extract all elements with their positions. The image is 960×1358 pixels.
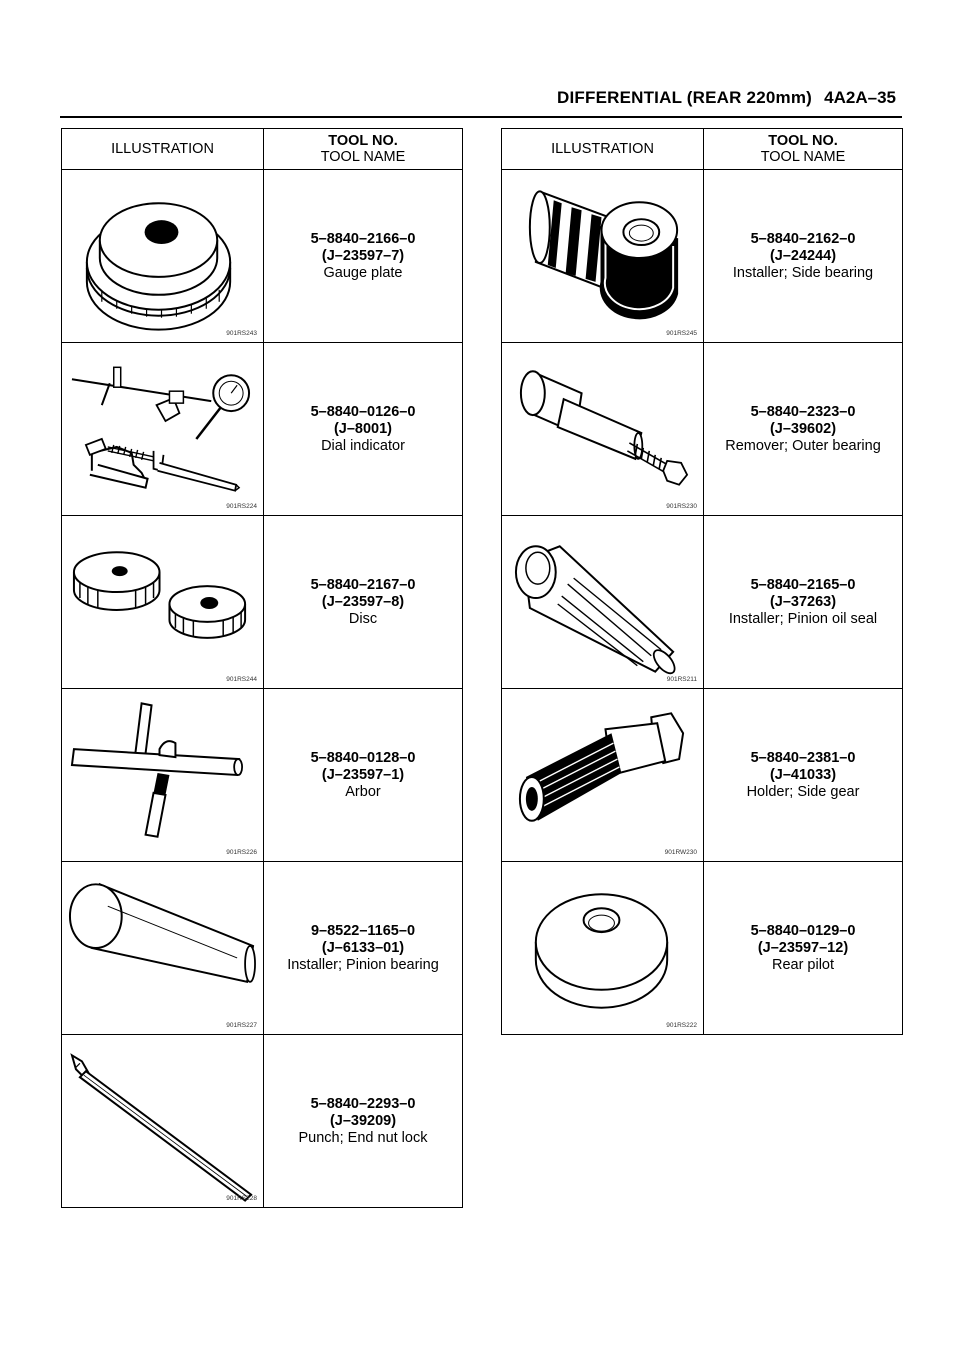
punch-icon xyxy=(62,1035,264,1208)
tool-name: Installer; Pinion oil seal xyxy=(728,610,878,627)
tool-number: 5–8840–0128–0 xyxy=(310,749,416,766)
tool-info xyxy=(704,689,903,862)
tool-name: Installer; Pinion bearing xyxy=(287,956,439,973)
disc-icon xyxy=(62,516,264,689)
tool-table-left xyxy=(61,128,463,1208)
figure-code: 901RS243 xyxy=(226,330,257,337)
tool-info xyxy=(704,516,903,689)
header-rule xyxy=(60,116,902,118)
pinion-bearing-installer-icon xyxy=(62,862,264,1035)
tool-name: Arbor xyxy=(345,783,381,800)
side-bearing-installer-icon xyxy=(502,170,704,343)
page-number: 4A2A–35 xyxy=(824,88,896,107)
tool-number: 5–8840–2293–0 xyxy=(310,1095,416,1112)
table-row xyxy=(502,170,903,343)
table-row xyxy=(502,516,903,689)
outer-bearing-remover-icon xyxy=(502,343,704,516)
figure-code: 901RS226 xyxy=(226,849,257,856)
section-title: DIFFERENTIAL (REAR 220mm) xyxy=(557,88,812,107)
figure-code: 901RS227 xyxy=(226,1022,257,1029)
tool-info xyxy=(704,343,903,516)
figure-code: 901RS230 xyxy=(666,503,697,510)
tool-number: 5–8840–2166–0 xyxy=(310,230,416,247)
j-number: (J–23597–1) xyxy=(321,766,405,783)
j-number: (J–23597–12) xyxy=(757,939,849,956)
tool-name: Punch; End nut lock xyxy=(298,1129,428,1146)
tool-name: Rear pilot xyxy=(771,956,835,973)
j-number: (J–41033) xyxy=(769,766,837,783)
oil-seal-installer-icon xyxy=(502,516,704,689)
tool-number: 5–8840–2167–0 xyxy=(310,576,416,593)
tool-table-right xyxy=(501,128,903,1035)
tool-number: 5–8840–0129–0 xyxy=(750,922,856,939)
tool-info xyxy=(264,862,463,1035)
table-row xyxy=(62,689,463,862)
tool-name: Remover; Outer bearing xyxy=(725,437,881,454)
j-number: (J–24244) xyxy=(769,247,837,264)
tool-info xyxy=(264,343,463,516)
tool-info xyxy=(264,170,463,343)
j-number: (J–23597–8) xyxy=(321,593,405,610)
figure-code: 901RS211 xyxy=(666,676,697,683)
tool-name: Holder; Side gear xyxy=(746,783,860,800)
table-row xyxy=(62,1035,463,1208)
table-row xyxy=(62,170,463,343)
j-number: (J–6133–01) xyxy=(321,939,405,956)
figure-code: 901RS224 xyxy=(226,503,257,510)
tool-header: TOOL NO. TOOL NAME xyxy=(264,129,463,170)
tool-number: 9–8522–1165–0 xyxy=(310,922,416,939)
dial-indicator-icon xyxy=(62,343,264,516)
table-row xyxy=(62,343,463,516)
tool-number: 5–8840–2323–0 xyxy=(750,403,856,420)
tool-name: Dial indicator xyxy=(321,437,405,454)
j-number: (J–23597–7) xyxy=(321,247,405,264)
arbor-icon xyxy=(62,689,264,862)
page-header xyxy=(60,86,902,114)
table-row xyxy=(502,343,903,516)
table-row xyxy=(502,862,903,1035)
tool-info xyxy=(704,170,903,343)
table-header-row xyxy=(62,129,463,170)
j-number: (J–39209) xyxy=(329,1112,397,1129)
tool-name: Installer; Side bearing xyxy=(732,264,874,281)
tool-number: 5–8840–0126–0 xyxy=(310,403,416,420)
tool-number: 5–8840–2381–0 xyxy=(750,749,856,766)
tool-number: 5–8840–2165–0 xyxy=(750,576,856,593)
j-number: (J–8001) xyxy=(333,420,393,437)
illustration-header: ILLUSTRATION xyxy=(502,129,704,170)
illustration-header: ILLUSTRATION xyxy=(62,129,264,170)
figure-code: 901RW230 xyxy=(664,849,697,856)
j-number: (J–37263) xyxy=(769,593,837,610)
figure-code: 901RS244 xyxy=(226,676,257,683)
tool-name: Disc xyxy=(348,610,378,627)
tool-header: TOOL NO. TOOL NAME xyxy=(704,129,903,170)
gauge-plate-icon xyxy=(62,170,264,343)
tool-number: 5–8840–2162–0 xyxy=(750,230,856,247)
figure-code: 901RS245 xyxy=(666,330,697,337)
figure-code: 901RS222 xyxy=(666,1022,697,1029)
table-header-row xyxy=(502,129,903,170)
j-number: (J–39602) xyxy=(769,420,837,437)
tool-info xyxy=(264,516,463,689)
table-row xyxy=(502,689,903,862)
tool-info xyxy=(264,689,463,862)
tool-name: Gauge plate xyxy=(323,264,403,281)
tool-info xyxy=(704,862,903,1035)
rear-pilot-icon xyxy=(502,862,704,1035)
figure-code: 901RS228 xyxy=(226,1195,257,1202)
table-row xyxy=(62,862,463,1035)
tool-info xyxy=(264,1035,463,1208)
side-gear-holder-icon xyxy=(502,689,704,862)
table-row xyxy=(62,516,463,689)
